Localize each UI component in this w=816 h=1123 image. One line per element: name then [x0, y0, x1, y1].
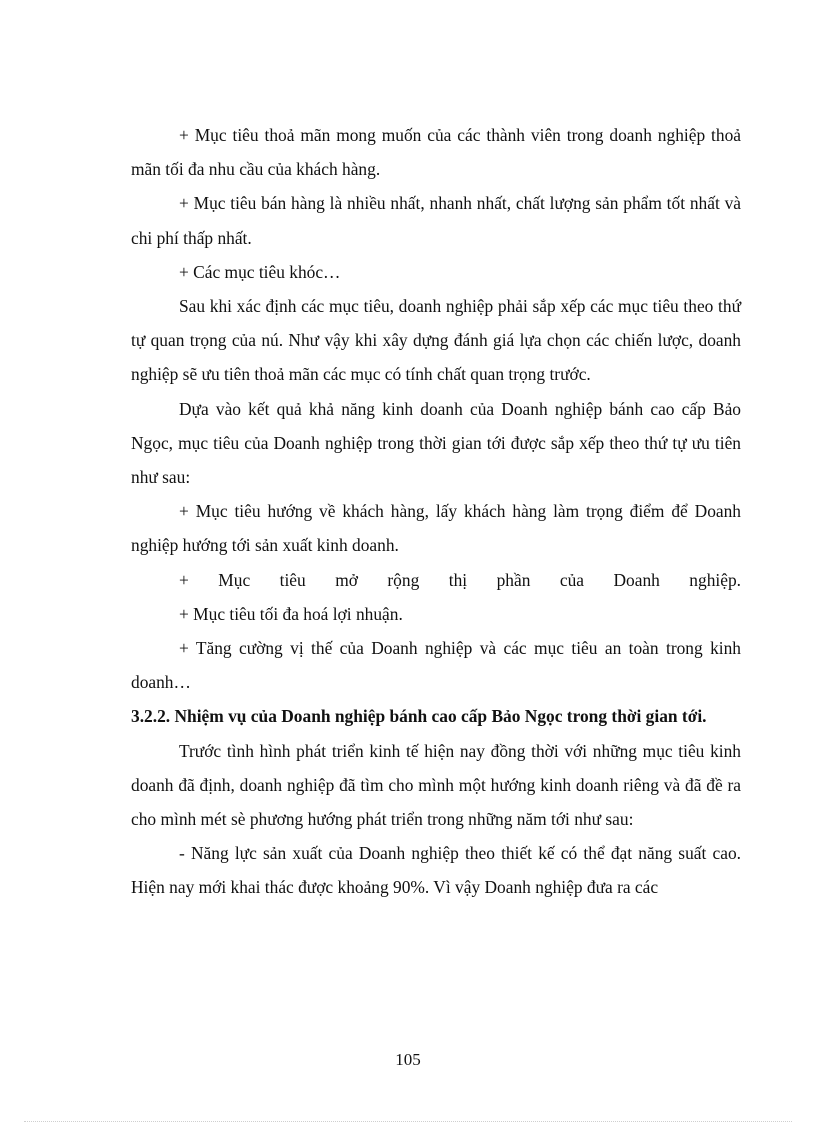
- paragraph-goal-position: + Tăng cường vị thế của Doanh nghiệp và các mục tiêu an toàn trong kinh doanh…: [131, 638, 741, 693]
- paragraph-situation: Trước tình hình phát triển kinh tế hiện nay đồng thời với những mục tiêu kinh doanh đã định, doanh nghiệp đã tìm cho mình một hướng kinh doanh riêng và đã đề ra cho mình mét sè phương hướng phát triển trong những năm tới như sau:: [131, 740, 741, 830]
- section-heading: 3.2.2. Nhiệm vụ của Doanh nghiệp bánh cao cấp Bảo Ngọc trong thời gian tới.: [131, 706, 707, 727]
- paragraph-goal-member-satisfaction: + Mục tiêu thoả mãn mong muốn của các thành viên trong doanh nghiệp thoả mãn tối đa nhu cầu của khách hàng.: [131, 125, 741, 180]
- paragraph-goal-profit: + Mục tiêu tối đa hoá lợi nhuận.: [179, 603, 403, 624]
- paragraph-goal-sales: + Mục tiêu bán hàng là nhiều nhất, nhanh nhất, chất lượng sản phẩm tốt nhất và chi phí thấp nhất.: [131, 193, 741, 248]
- paragraph-goal-other: + Các mục tiêu khóc…: [179, 261, 341, 282]
- paragraph-goal-market-share: + Mục tiêu mở rộng thị phần của Doanh nghiệp.: [179, 569, 741, 590]
- paragraph-goal-customer: + Mục tiêu hướng về khách hàng, lấy khách hàng làm trọng điểm để Doanh nghiệp hướng tới sản xuất kinh doanh.: [131, 501, 741, 556]
- document-page: [131, 118, 741, 905]
- paragraph-goal-priority-intro: Dựa vào kết quả khả năng kinh doanh của Doanh nghiệp bánh cao cấp Bảo Ngọc, mục tiêu của Doanh nghiệp trong thời gian tới được sắp xếp theo thứ tự ưu tiên như sau:: [131, 398, 741, 488]
- paragraph-goal-ordering: Sau khi xác định các mục tiêu, doanh nghiệp phải sắp xếp các mục tiêu theo thứ tự quan trọng của nú. Như vậy khi xây dựng đánh giá lựa chọn các chiến lược, doanh nghiệp sẽ ưu tiên thoả mãn các mục có tính chất quan trọng trước.: [131, 296, 741, 385]
- footer-divider: [24, 1121, 792, 1122]
- paragraph-capacity: - Năng lực sản xuất của Doanh nghiệp theo thiết kế có thể đạt năng suất cao. Hiện nay mới khai thác được khoảng 90%. Vì vậy Doanh nghiệp đưa ra các: [131, 843, 741, 898]
- page-number: 105: [395, 1050, 421, 1069]
